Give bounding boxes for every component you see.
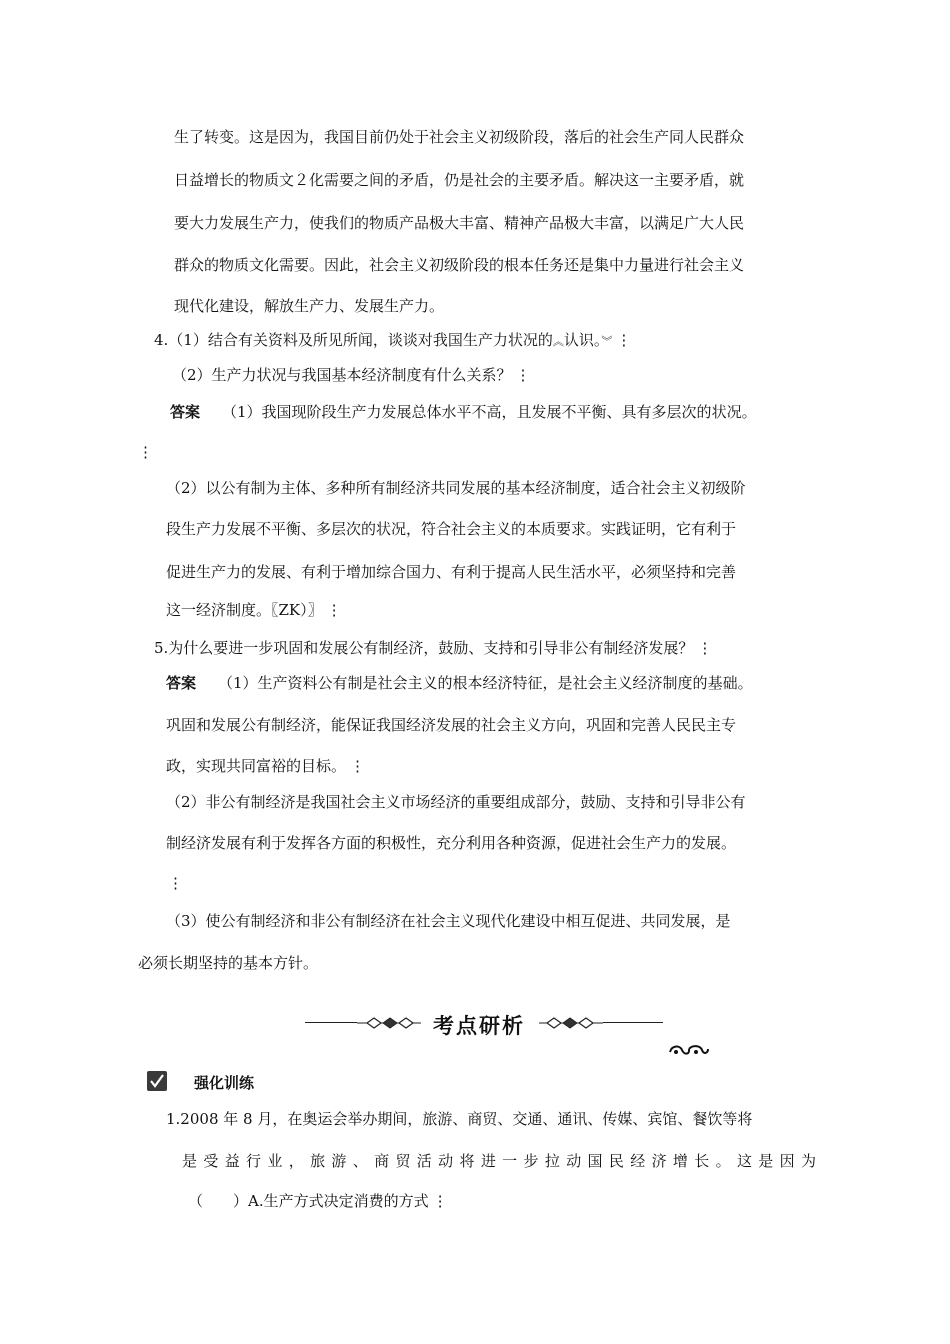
- question-4-text-end: 认识。: [563, 331, 602, 349]
- question-5-text: 5.为什么要进一步巩固和发展公有制经济，鼓励、支持和引导非公有制经济发展？: [154, 639, 694, 657]
- answer-4-part2-line: 促进生产力的发展、有利于增加综合国力、有利于提高人民生活水平，必须坚持和完善: [166, 563, 737, 581]
- training-heading: 强化训练: [194, 1074, 255, 1092]
- answer-5-line: 巩固和发展公有制经济，能保证我国经济发展的社会主义方向，巩固和完善人民民主专: [166, 716, 737, 734]
- answer-4-part2-line: [166, 600, 342, 620]
- answer-4-part2-end: 这一经济制度。〖ZK）〗: [166, 601, 323, 619]
- answer-4-part1: （1）我国现阶段生产力发展总体水平不高，且发展不平衡、具有多层次的状况。: [222, 403, 757, 421]
- answer-5-line: [166, 673, 753, 693]
- vdots-icon: ⋮: [168, 874, 183, 892]
- answer-4-part2-line: 段生产力发展不平衡、多层次的状况，符合社会主义的本质要求。实践证明，它有利于: [166, 520, 737, 538]
- question-4-part2-text: （2）生产力状况与我国基本经济制度有什么关系？: [172, 366, 512, 384]
- banner-rule-left: [305, 1022, 357, 1023]
- answer-label: 答案: [166, 674, 197, 692]
- checkbox-icon: [146, 1070, 168, 1092]
- vdots-icon: ⋮: [138, 443, 153, 461]
- answer-5-line: [166, 756, 365, 776]
- question-4-text: 4.（1）结合有关资料及所见所闻，谈谈对我国生产力状况的: [154, 331, 553, 349]
- answer-4-part2-line: （2）以公有制为主体、多种所有制经济共同发展的基本经济制度，适合社会主义初级阶: [166, 479, 746, 497]
- vdots-icon: ⋮: [515, 366, 531, 384]
- training-question-option: （ ）A.生产方式决定消费的方式: [188, 1192, 429, 1210]
- vdots-icon: ⋮: [616, 331, 632, 349]
- vdots-icon: ⋮: [432, 1192, 448, 1210]
- answer-5-part3-line: （3）使公有制经济和非公有制经济在社会主义现代化建设中相互促进、共同发展，是: [166, 912, 731, 930]
- diamond-ornament-right-icon: [539, 1016, 603, 1030]
- scroll-ornament-icon: [668, 1043, 710, 1057]
- up-mark-icon: ︽: [552, 335, 564, 348]
- answer-5-part1: （1）生产资料公有制是社会主义的根本经济特征，是社会主义经济制度的基础。: [218, 674, 753, 692]
- section-banner: [305, 1006, 665, 1040]
- section-title: 考点研析: [433, 1014, 525, 1038]
- answer-5-part1-end: 政，实现共同富裕的目标。: [166, 757, 347, 775]
- answer-5-part2-line: 制经济发展有利于发挥各方面的积极性，充分利用各种资源，促进社会生产力的发展。: [166, 834, 737, 852]
- question-5-line: [154, 638, 712, 658]
- answer-5-part3-line: 必须长期坚持的基本方针。: [138, 954, 319, 972]
- answer-label: 答案: [170, 403, 201, 421]
- question-4-part2: [172, 365, 531, 385]
- training-question-line: [188, 1191, 448, 1211]
- down-mark-icon: ︾: [601, 335, 613, 348]
- paragraph-line: 要大力发展生产力，使我们的物质产品极大丰富、精神产品极大丰富，以满足广大人民: [174, 214, 745, 232]
- paragraph-line: 日益增长的物质文２化需要之间的矛盾，仍是社会的主要矛盾。解决这一主要矛盾，就: [174, 171, 745, 189]
- vdots-icon: ⋮: [350, 757, 366, 775]
- training-question-line: 1.2008 年 8 月，在奥运会举办期间，旅游、商贸、交通、通讯、传媒、宾馆、餐饮等将: [166, 1110, 753, 1128]
- vdots-icon: ⋮: [326, 601, 342, 619]
- training-question-justified: 是受益行业，旅游、商贸活动将进一步拉动国民经济增长。这是因为: [182, 1152, 816, 1170]
- paragraph-line: 现代化建设，解放生产力、发展生产力。: [174, 297, 445, 315]
- vdots-icon: ⋮: [697, 639, 713, 657]
- answer-5-part2-line: （2）非公有制经济是我国社会主义市场经济的重要组成部分，鼓励、支持和引导非公有: [166, 793, 746, 811]
- question-4-line: [154, 330, 631, 352]
- training-question-line: [182, 1151, 816, 1171]
- banner-rule-right: [603, 1022, 663, 1023]
- paragraph-line: 生了转变。这是因为，我国目前仍处于社会主义初级阶段，落后的社会生产同人民群众: [174, 128, 745, 146]
- answer-4-line: [170, 402, 757, 422]
- diamond-ornament-left-icon: [357, 1016, 421, 1030]
- paragraph-line: 群众的物质文化需要。因此，社会主义初级阶段的根本任务还是集中力量进行社会主义: [174, 256, 745, 274]
